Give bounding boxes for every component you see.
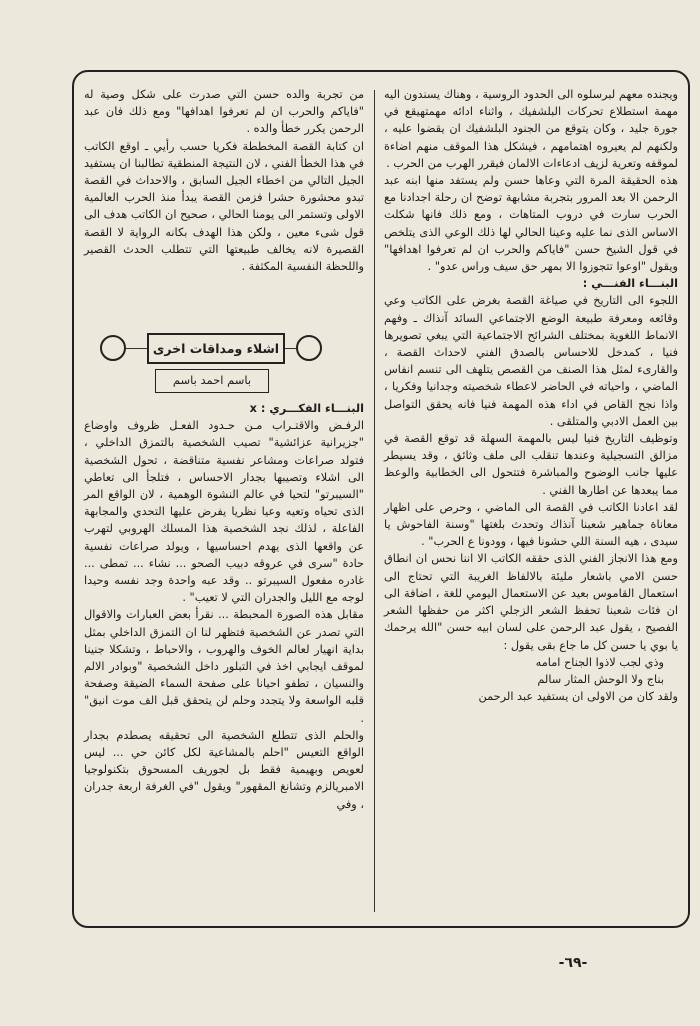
paragraph: ومع هذا الانجاز الفني الذى حققه الكاتب الا اننا نحس ان انطاق حسن الامي باشعار مليئة بالالفاظ الغريبة التي تحتاج الى استعمال القاموس بعيد عن الاستعمال اليومي للغة ، اضافة الى ان فئات شعبنا تحفظ الشعر الزجلي اكثر من حفظها الشعر الفصيح ، يقول عبد الرحمن على لسان ابيه حسن "الله يرحمك يا بوي يا حسن كل ما جاع بقى يقول :	[384, 552, 678, 652]
verse-line: وذي لجب لاذوا الجناح امامه	[535, 655, 664, 669]
paragraph: وتوظيف التاريخ فنيا ليس بالمهمة السهلة قد توقع القصة في مزالق التسجيلية وعندها تنقلب الى ملف وثائق ، وقد يسيطر عليها جانب الوضوح والمباشرة فتتحول الى الخطابية والوعظ مما يبعدها عن اطارها الفني .	[384, 432, 678, 497]
article-title: اشلاء ومداقات اخرى	[147, 333, 285, 364]
paragraph: ان كتابة القصة المخططة فكريا حسب رأيي ـ اوقع الكاتب في هذا الخطأ الفني ، لان النتيجة المنطقية تطالبنا ان يستفيد الجيل التالي من اخطاء الجيل السابق ، والاحداث في القصة تبدو محشورة حشرا فزمن القصة يبدأ منذ الحرب العالمية الاولى وتستمر الى يومنا الحالي ، صحيح ان الكاتب هدف الى قول شىء معين ، ولكن هذا الهدف بكانه الرواية لا القصة القصيرة لانه يخالف طبيعتها التي تتطلب الحدث القصير واللحظة النفسية المكثفة .	[84, 139, 364, 274]
page-number: -٦٩-	[558, 955, 588, 971]
verse-line: بناج ولا الوحش المثار سالم	[537, 672, 664, 686]
right-column	[384, 86, 678, 705]
paragraph: ويجنده معهم لبرسلوه الى الحدود الروسية ، وهناك يسندون اليه مهمة استطلاع تحركات البلشفيك ، واثناء ادائه مهمتهيقع في جورة جليد ، وكان يتوقع من الجنود البلشفيك ان يقضوا عليه ، ولكنهم لم يعيروه اهتمامهم ، فيشكل هذا الموقف منهم اضاءة لموقفه وتعرية لزيف ادعاءات الالمان فيقرر الهرب من الحرب .	[384, 88, 678, 170]
left-column-bottom	[84, 400, 364, 813]
section-heading: البنـــاء الفنـــي :	[582, 277, 678, 291]
paragraph: من تجربة والده حسن التي صدرت على شكل وصية له "فاياكم والحرب ان لم تعرفوا اهدافها" ومع ذلك فان عبد الرحمن يكرر خطأ والده .	[84, 88, 364, 136]
section-heading-text: البنـــاء الفكـــري :	[260, 402, 364, 415]
paragraph: والحلم الذى تتطلع الشخصية الى تحقيقه يصطدم بجدار الواقع التعيس "احلم بالمشاعية لكل كائن حي ... ليس لعويص وبهيمية فقط بل لجوريف المسحوق بتكنولوجيا الامبريالزم وتشانغ المقهور" ويقول "في الغرفة اربعة جدران ، وفي	[84, 728, 364, 811]
paragraph: ولقد كان من الاولى ان يستفيد عبد الرحمن	[478, 690, 678, 704]
bullet-mark: x	[249, 402, 257, 415]
section-heading	[84, 400, 364, 417]
ornament-circle-right-icon	[296, 335, 322, 361]
paragraph: مقابل هذه الصورة المحبطة ... نقرأ بعض العبارات والاقوال التي تصدر عن الشخصية فتظهر لنا ان التمزق الداخلي بمثل بداية انهيار لعالم الخوف والهروب ، والاحباط ، وتشكلا جنينا لموقف ايجابي اخذ في التبلور داخل الشخصية "وبوادر الالم والنسيان ، تطفو احيانا على صفحة السماء الضيقة وصفحة قلبه الواسعة ولا يتجدد وحلم لن يتحقق قبل الف موت انيق" .	[84, 608, 364, 725]
paragraph: هذه الحقيقة المرة التي وعاها حسن ولم يستفد منها ابنه عبد الرحمن الا بعد المرور بتجربة مشابهة توضح ان رحلة اجدادنا مع الحرب سارت في دروب المتاهات ، ومع ذلك فانها شكلت الاساس الذى نما عليه وعينا الحالي لها ذلك الوعي الذى يتلخص في قول الشيخ حسن "فاياكم والحرب ان لم تعرفوا اهدافها" ويقول "اوعوا تتجوزوا الا بمهر حق سيف وراس عدو" .	[384, 174, 678, 274]
ornament-line	[126, 348, 147, 349]
left-column-top	[84, 86, 364, 275]
ornament-line	[285, 348, 296, 349]
paragraph: اللجوء الى التاريخ في صياغة القصة بغرض على الكاتب وعي وقائعه ومعرفة طبيعة الوضع الاجتماعي السائد آنذاك ـ وفهم الانماط اللغوية بمختلف الشرائح الاجتماعية التي يبغي تصويرها فنيا ، كمدخل للاحساس بالصدق الفني لاحداث القصة ، والقارىء لمثل هذا الصنف من القصص يتلهف الى تنسم انفاس الماضي ، واحياته في الحاضر لاعطاء شخصيته وجدانيا وفكريا ، واذا نجح القاص في اداء هذه المهمة فنيا فانه يحقق التواصل بين العمل الادبي والمتلقى .	[384, 294, 678, 428]
column-divider	[374, 90, 375, 912]
paragraph: لقد اعادنا الكاتب في القصة الى الماضي ، وحرص على اظهار معاناة جماهير شعبنا آنذاك وتحدث بلغتها "وسنة الفاحوش يا سيدى ، هيه السنة اللي حشونا فيها ، وودونا ع الحرب" .	[384, 500, 678, 549]
article-author: باسم احمد باسم	[155, 369, 269, 393]
ornament-circle-left-icon	[100, 335, 126, 361]
paragraph: الرفـض والاقتـراب مـن حـدود الفعـل ظروف واوضاع "جزيرانية عزائشية" تصيب الشخصية بالتمزق الداخلي ، فتولد صراعات ومشاعر نفسية متناقضة ، تحول الشخصية الى اشلاء وتصيبها بجدار الاحساس ، فتلجأ الى تعاطي "السيبرتو" لتحيا في عالم النشوة الوهمية ، لان الواقع المر الذى تحياه وتعيه وعيا نظريا يفرض عليها التحدي والمجابهة الفاعلة ، لذلك نجد الشخصية هذا المسلك الهروبي لتهرب عن واقعها الذى يهدم احساسيها ، ويولد صراعات نفسية حادة "سرى في عروقه دبيب الصحو ... نشاء ... تمطى ... غادره مفعول السيبرتو .. وقد عبه واحدة وجد نفسه وحيدا لوجه مع الليل والجدران التي لا تعيب" .	[84, 419, 364, 605]
